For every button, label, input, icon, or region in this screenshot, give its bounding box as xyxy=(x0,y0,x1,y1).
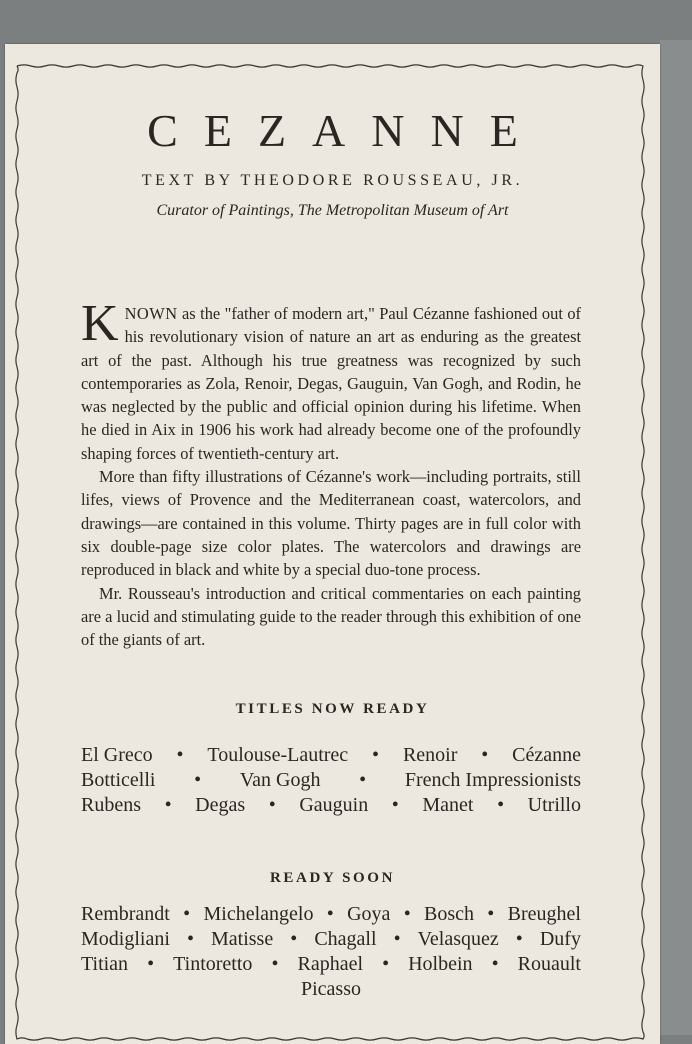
bullet-separator: • xyxy=(326,903,334,925)
book-title-item: Toulouse-Lautrec xyxy=(207,744,349,766)
bullet-separator: • xyxy=(487,903,495,925)
book-title-item: Rouault xyxy=(517,953,581,975)
titles-now-ready-row xyxy=(81,793,581,818)
book-title-item: Dufy xyxy=(539,928,581,950)
book-title-item: Breughel xyxy=(507,903,581,925)
book-title-item: El Greco xyxy=(81,744,153,766)
bullet-separator: • xyxy=(481,744,489,766)
paragraph-1-text: as the "father of modern art," Paul Cézanne fashioned out of his revolutionary vision of nature an art as enduring as the greatest art of the past. Although his true greatness was recognized by such contemporaries as Zola, Renoir, Degas, Gauguin, Van Gogh, and Rodin, he was neglected by the public and official opinion during his lifetime. When he died in Aix in 1906 his work had already become one of the profoundly shaping forces of twentieth-century art. xyxy=(81,304,581,463)
book-title-item: Utrillo xyxy=(527,794,581,816)
description-text xyxy=(81,295,581,651)
background-edge xyxy=(660,40,692,1035)
bullet-separator: • xyxy=(183,903,191,925)
bullet-separator: • xyxy=(290,928,298,950)
bullet-separator: • xyxy=(268,794,276,816)
titles-now-ready-row xyxy=(81,768,581,793)
ready-soon-row xyxy=(81,952,581,977)
paragraph-1 xyxy=(81,295,581,465)
bullet-separator: • xyxy=(164,794,172,816)
lead-word: NOWN xyxy=(124,304,178,323)
book-title-item: Velasquez xyxy=(417,928,499,950)
ready-soon-row xyxy=(81,927,581,952)
bullet-separator: • xyxy=(359,769,367,791)
titles-now-ready-row xyxy=(81,743,581,768)
book-title-item: Rubens xyxy=(81,794,141,816)
author-credential: Curator of Paintings, The Metropolitan Museum of Art xyxy=(156,202,509,219)
paragraph-2: More than fifty illustrations of Cézanne's work—including portraits, still lifes, views of Provence and the Mediterranean coast, watercolors, and drawings—are contained in this volume. Thirty pages are in full color with six double-page size color plates. The watercolors and drawings are reproduced in black and white by a special duo-tone process. xyxy=(81,467,581,580)
book-title-item: Goya xyxy=(347,903,391,925)
book-title-item: Matisse xyxy=(211,928,274,950)
ready-soon-row xyxy=(81,902,581,927)
book-title-item: Degas xyxy=(195,794,246,816)
book-title-item: Holbein xyxy=(408,953,473,975)
bullet-separator: • xyxy=(403,903,411,925)
book-title-item: Van Gogh xyxy=(239,769,321,791)
drop-cap: K xyxy=(81,295,119,352)
bullet-separator: • xyxy=(271,953,279,975)
bullet-separator: • xyxy=(147,953,155,975)
bullet-separator: • xyxy=(176,744,184,766)
bullet-separator: • xyxy=(194,769,202,791)
bullet-separator: • xyxy=(497,794,505,816)
bullet-separator: • xyxy=(393,928,401,950)
book-title-item: Tintoretto xyxy=(173,953,253,975)
bullet-separator: • xyxy=(391,794,399,816)
book-title-item: Manet xyxy=(422,794,474,816)
bullet-separator: • xyxy=(491,953,499,975)
book-title-item: Gauguin xyxy=(299,794,369,816)
book-title-item: Rembrandt xyxy=(81,903,170,925)
book-title-item: Botticelli xyxy=(81,769,156,791)
book-back-cover xyxy=(5,44,660,1044)
book-title-item: Picasso xyxy=(301,978,361,1000)
paragraph-3: Mr. Rousseau's introduction and critical commentaries on each painting are a lucid and stimulating guide to the reader through this exhibition of one of the giants of art. xyxy=(81,583,581,650)
book-title-item: French Impressionists xyxy=(404,769,581,791)
titles-now-ready-heading: TITLES NOW READY xyxy=(235,701,430,717)
titles-now-ready-list xyxy=(81,743,581,818)
author-byline: TEXT BY THEODORE ROUSSEAU, JR. xyxy=(141,172,524,189)
bullet-separator: • xyxy=(515,928,523,950)
bullet-separator: • xyxy=(372,744,380,766)
ready-soon-row xyxy=(81,977,581,1002)
bullet-separator: • xyxy=(186,928,194,950)
book-title-item: Titian xyxy=(81,953,129,975)
bullet-separator: • xyxy=(382,953,390,975)
book-title: CEZANNE xyxy=(147,105,544,156)
book-title-item: Cézanne xyxy=(512,744,581,766)
ready-soon-list xyxy=(81,902,581,1002)
book-title-item: Bosch xyxy=(424,903,474,925)
ready-soon-heading: READY SOON xyxy=(269,870,396,886)
book-title-item: Modigliani xyxy=(81,928,170,950)
book-title-item: Chagall xyxy=(314,928,377,950)
book-title-item: Raphael xyxy=(297,953,364,975)
book-title-item: Renoir xyxy=(402,744,458,766)
book-title-item: Michelangelo xyxy=(203,903,314,925)
